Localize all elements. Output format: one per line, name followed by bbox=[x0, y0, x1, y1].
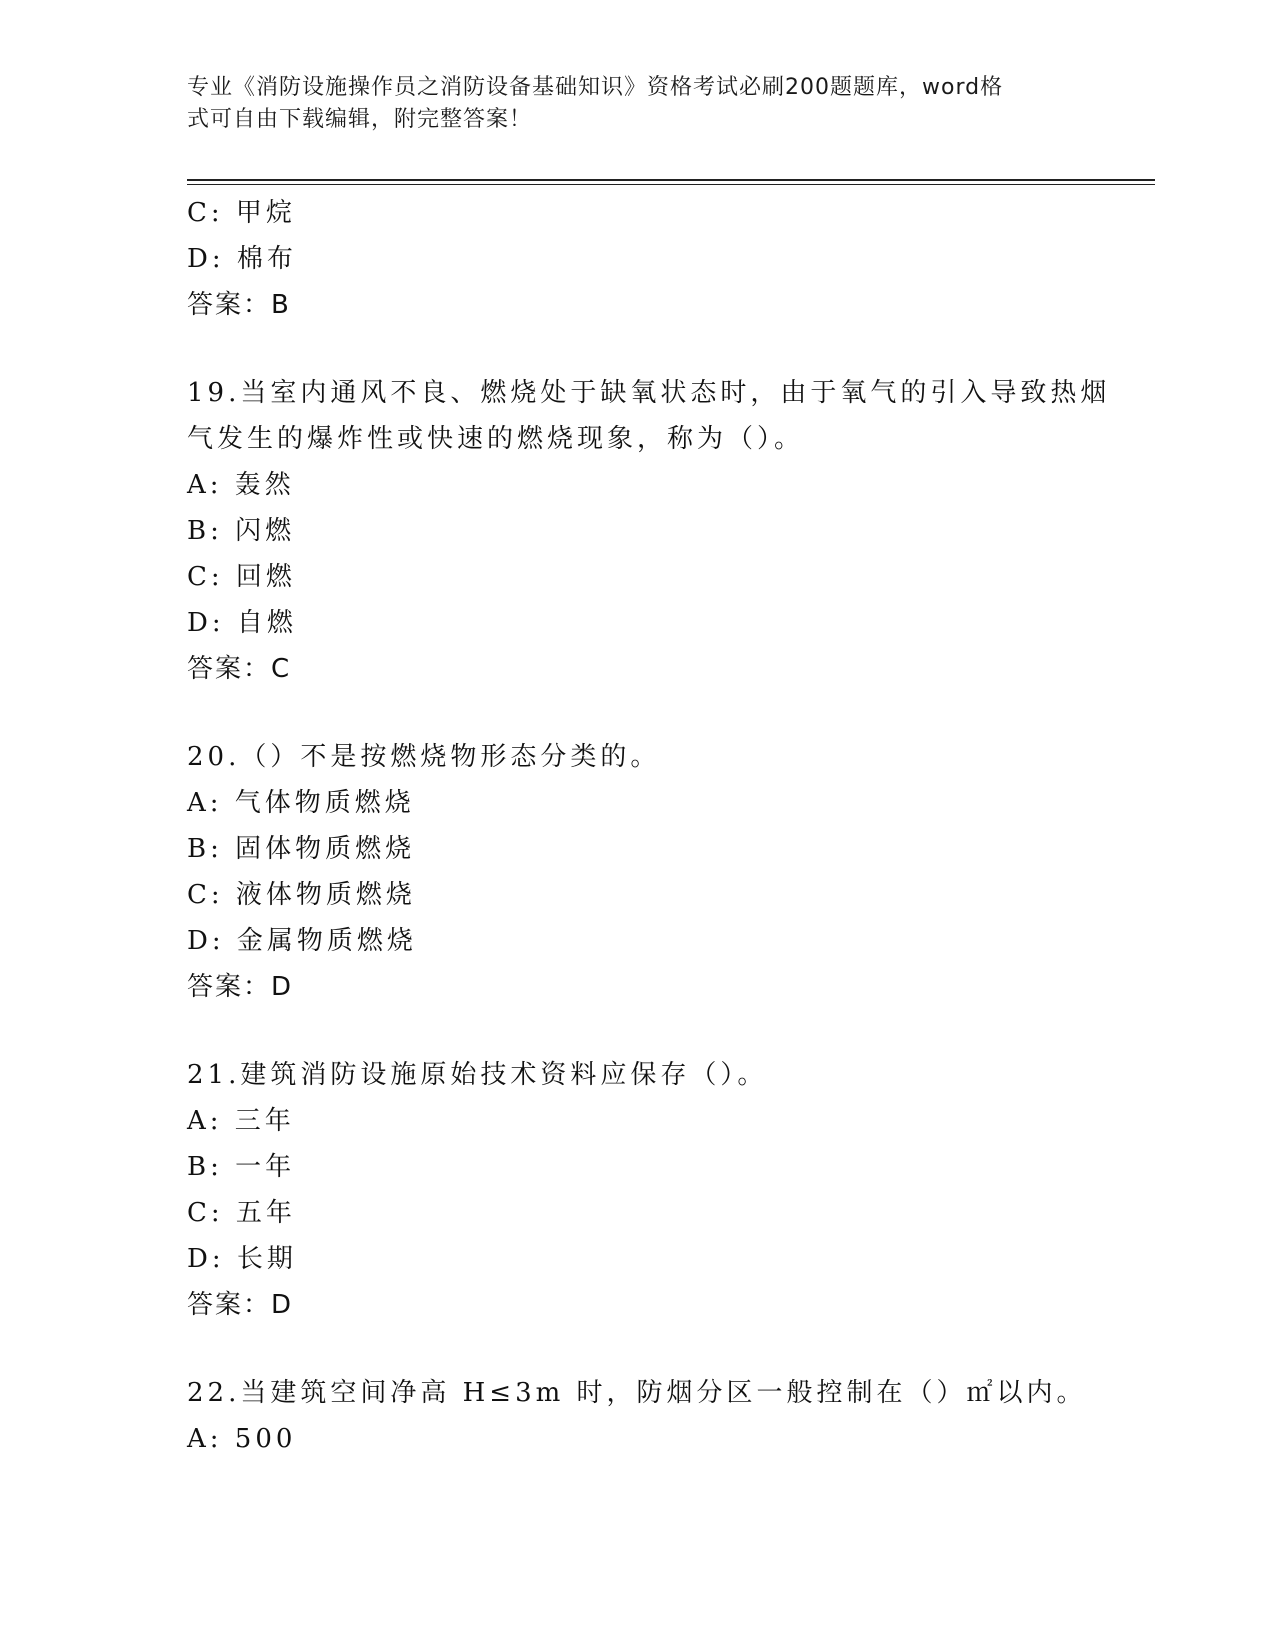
answer-line: 答案：B bbox=[187, 290, 291, 320]
question-stem: 22.当建筑空间净高 H≤3m 时，防烟分区一般控制在（）㎡以内。 bbox=[187, 1378, 1087, 1408]
option-b: B: 一年 bbox=[187, 1152, 296, 1182]
option-c: C: 五年 bbox=[187, 1198, 296, 1228]
option-b: B: 固体物质燃烧 bbox=[187, 834, 416, 864]
answer-line: 答案：D bbox=[187, 972, 294, 1002]
question-stem: 20.（）不是按燃烧物形态分类的。 bbox=[187, 742, 661, 772]
option-a: A: 500 bbox=[187, 1424, 297, 1454]
header-divider-thin bbox=[187, 184, 1155, 185]
question-21 bbox=[187, 1052, 1147, 1328]
option-c: C: 回燃 bbox=[187, 562, 296, 592]
answer-line: 答案：C bbox=[187, 654, 292, 684]
option-a: A: 气体物质燃烧 bbox=[187, 788, 415, 818]
header-line-2: 式可自由下载编辑，附完整答案！ bbox=[187, 107, 533, 132]
question-stem-line-2: 气发生的爆炸性或快速的燃烧现象，称为（）。 bbox=[187, 424, 805, 454]
question-19 bbox=[187, 370, 1147, 692]
option-d: D: 自燃 bbox=[187, 608, 297, 638]
option-c: C: 液体物质燃烧 bbox=[187, 880, 416, 910]
question-stem: 21.建筑消防设施原始技术资料应保存（）。 bbox=[187, 1060, 768, 1090]
question-22 bbox=[187, 1370, 1147, 1462]
question-list bbox=[187, 190, 1147, 1462]
option-b: B: 闪燃 bbox=[187, 516, 296, 546]
option-c: C: 甲烷 bbox=[187, 198, 296, 228]
answer-line: 答案：D bbox=[187, 1290, 294, 1320]
question-20 bbox=[187, 734, 1147, 1010]
option-a: A: 三年 bbox=[187, 1106, 295, 1136]
option-d: D: 金属物质燃烧 bbox=[187, 926, 417, 956]
option-d: D: 长期 bbox=[187, 1244, 297, 1274]
question-18 bbox=[187, 190, 1147, 328]
option-a: A: 轰然 bbox=[187, 470, 295, 500]
option-d: D: 棉布 bbox=[187, 244, 297, 274]
document-header bbox=[187, 72, 1067, 136]
header-divider-thick bbox=[187, 179, 1155, 181]
header-line-1: 专业《消防设施操作员之消防设备基础知识》资格考试必刷200题题库，word格 bbox=[187, 75, 1004, 100]
question-stem-line-1: 19.当室内通风不良、燃烧处于缺氧状态时，由于氧气的引入导致热烟 bbox=[187, 378, 1111, 408]
